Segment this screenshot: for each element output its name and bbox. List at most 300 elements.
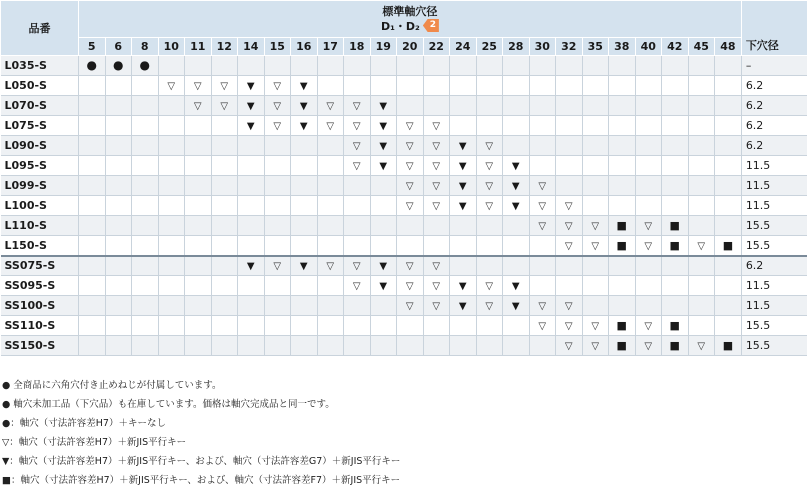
bore-cell (582, 136, 609, 156)
bore-cell (185, 256, 212, 276)
bore-cell (609, 176, 636, 196)
bore-cell (609, 76, 636, 96)
bore-cell (635, 316, 662, 336)
bore-cell (397, 216, 424, 236)
bore-size-header: 18 (344, 38, 371, 56)
bore-cell (476, 236, 503, 256)
bore-cell (344, 316, 371, 336)
bore-cell (185, 56, 212, 76)
bore-cell (635, 116, 662, 136)
bore-cell (688, 316, 715, 336)
bore-cell (476, 136, 503, 156)
bore-cell (476, 156, 503, 176)
open-triangle-icon: ▽ (564, 341, 573, 352)
pilot-hole-cell: 11.5 (741, 276, 807, 296)
bore-cell (291, 176, 318, 196)
bore-cell (264, 336, 291, 356)
bore-cell (423, 316, 450, 336)
pilot-hole-cell: 6.2 (741, 76, 807, 96)
model-cell: L110-S (1, 216, 79, 236)
pilot-hole-cell: 11.5 (741, 296, 807, 316)
open-triangle-icon: ▽ (564, 240, 573, 252)
bore-cell (238, 276, 265, 296)
bore-subheader (79, 19, 741, 34)
open-triangle-icon: ▽ (432, 281, 441, 292)
filled-square-icon: ■ (722, 238, 734, 252)
bore-cell (344, 96, 371, 116)
bore-cell (211, 196, 238, 216)
bore-cell (158, 236, 185, 256)
open-triangle-icon: ▽ (405, 301, 414, 312)
bore-cell (158, 336, 185, 356)
pilot-hole-cell: 15.5 (741, 236, 807, 256)
filled-triangle-icon: ▼ (379, 121, 388, 132)
bore-cell (582, 336, 609, 356)
open-triangle-icon: ▽ (697, 341, 706, 352)
bore-cell (158, 296, 185, 316)
bore-cell (79, 276, 106, 296)
bore-cell (635, 156, 662, 176)
bore-cell (503, 56, 530, 76)
bore-cell (423, 276, 450, 296)
bore-cell (238, 56, 265, 76)
bore-cell (79, 136, 106, 156)
bore-cell (264, 316, 291, 336)
bore-cell (79, 116, 106, 136)
bore-cell (662, 76, 689, 96)
bore-cell (132, 156, 159, 176)
bore-cell (476, 96, 503, 116)
bore-cell (635, 236, 662, 256)
filled-triangle-icon: ▼ (458, 141, 467, 152)
bore-cell (556, 56, 583, 76)
bore-cell (662, 316, 689, 336)
model-cell: SS150-S (1, 336, 79, 356)
bore-cell (529, 76, 556, 96)
model-cell: L035-S (1, 56, 79, 76)
table-row (1, 256, 807, 276)
bore-cell (317, 316, 344, 336)
note-line: ▼：軸穴（寸法許容差H7）＋新JIS平行キー、および、軸穴（寸法許容差G7）＋新JIS平行キー (2, 456, 401, 467)
bore-cell (238, 176, 265, 196)
bore-cell (105, 156, 132, 176)
open-triangle-icon: ▽ (273, 261, 282, 273)
bore-cell (423, 336, 450, 356)
bore-cell (662, 336, 689, 356)
bore-cell (503, 316, 530, 336)
bore-cell (635, 256, 662, 276)
bore-cell (476, 256, 503, 276)
bore-cell (529, 236, 556, 256)
bore-cell (397, 276, 424, 296)
bore-size-header: 6 (105, 38, 132, 56)
table-row (1, 116, 807, 136)
table-row (1, 296, 807, 316)
bore-cell (556, 216, 583, 236)
bore-cell (238, 236, 265, 256)
bore-cell (291, 76, 318, 96)
bore-cell (185, 176, 212, 196)
bore-cell (609, 336, 636, 356)
filled-triangle-icon: ▼ (458, 281, 467, 292)
bore-cell (582, 96, 609, 116)
bore-cell (450, 236, 477, 256)
bore-cell (609, 296, 636, 316)
bore-cell (317, 236, 344, 256)
open-triangle-icon: ▽ (405, 261, 414, 273)
bore-cell (105, 236, 132, 256)
open-triangle-icon: ▽ (220, 101, 229, 112)
bore-cell (397, 296, 424, 316)
open-triangle-icon: ▽ (432, 121, 441, 132)
bore-cell (609, 276, 636, 296)
bore-cell (238, 256, 265, 276)
bore-cell (370, 136, 397, 156)
model-header: 品番 (1, 1, 79, 56)
pilot-hole-cell: 15.5 (741, 316, 807, 336)
bore-cell (317, 276, 344, 296)
bore-cell (688, 76, 715, 96)
bore-cell (370, 96, 397, 116)
bore-cell (423, 196, 450, 216)
bore-cell (715, 196, 742, 216)
bore-cell (185, 236, 212, 256)
bore-cell (688, 296, 715, 316)
spec-table-body (1, 56, 807, 356)
bore-cell (609, 156, 636, 176)
bore-cell (715, 116, 742, 136)
bore-cell (291, 156, 318, 176)
bore-cell (317, 56, 344, 76)
bore-cell (397, 56, 424, 76)
filled-circle-icon: ● (113, 58, 124, 72)
bore-cell (609, 116, 636, 136)
bore-cell (715, 76, 742, 96)
bore-cell (635, 216, 662, 236)
bore-cell (450, 176, 477, 196)
open-triangle-icon: ▽ (538, 301, 547, 312)
bore-cell (688, 136, 715, 156)
bore-cell (476, 76, 503, 96)
bore-diameter-group-header (79, 1, 742, 38)
bore-cell (291, 56, 318, 76)
bore-cell (264, 116, 291, 136)
bore-cell (715, 296, 742, 316)
bore-cell (105, 176, 132, 196)
bore-cell (105, 196, 132, 216)
bore-cell (503, 256, 530, 276)
bore-cell (132, 276, 159, 296)
open-triangle-icon: ▽ (697, 240, 706, 252)
bore-cell (264, 216, 291, 236)
open-triangle-icon: ▽ (352, 101, 361, 112)
pilot-hole-cell: 15.5 (741, 216, 807, 236)
bore-cell (503, 76, 530, 96)
bore-cell (529, 196, 556, 216)
bore-cell (662, 296, 689, 316)
bore-cell (370, 316, 397, 336)
bore-cell (715, 336, 742, 356)
bore-cell (317, 156, 344, 176)
model-cell: L075-S (1, 116, 79, 136)
bore-cell (158, 256, 185, 276)
bore-cell (503, 176, 530, 196)
filled-triangle-icon: ▼ (511, 181, 520, 192)
bore-size-header: 14 (238, 38, 265, 56)
bore-size-header: 35 (582, 38, 609, 56)
bore-cell (582, 156, 609, 176)
bore-cell (79, 256, 106, 276)
bore-cell (476, 116, 503, 136)
filled-triangle-icon: ▼ (379, 141, 388, 152)
bore-cell (688, 156, 715, 176)
filled-triangle-icon: ▼ (299, 101, 308, 112)
filled-triangle-icon: ▼ (379, 161, 388, 172)
bore-cell (105, 336, 132, 356)
table-row (1, 96, 807, 116)
open-triangle-icon: ▽ (273, 101, 282, 112)
bore-cell (79, 156, 106, 176)
bore-cell (185, 96, 212, 116)
bore-cell (397, 256, 424, 276)
bore-cell (450, 336, 477, 356)
bore-cell (79, 296, 106, 316)
bore-cell (291, 136, 318, 156)
bore-cell (211, 256, 238, 276)
filled-triangle-icon: ▼ (511, 281, 520, 292)
open-triangle-icon: ▽ (326, 121, 335, 132)
bore-cell (529, 136, 556, 156)
bore-cell (79, 196, 106, 216)
filled-triangle-icon: ▼ (379, 281, 388, 292)
bore-cell (238, 116, 265, 136)
open-triangle-icon: ▽ (538, 181, 547, 192)
bore-cell (317, 116, 344, 136)
bore-cell (582, 196, 609, 216)
bore-cell (105, 296, 132, 316)
filled-triangle-icon: ▼ (458, 201, 467, 212)
bore-cell (635, 336, 662, 356)
bore-cell (556, 116, 583, 136)
filled-triangle-icon: ▼ (379, 261, 388, 273)
table-row (1, 316, 807, 336)
bore-cell (662, 156, 689, 176)
bore-cell (370, 56, 397, 76)
bore-size-header: 10 (158, 38, 185, 56)
bore-cell (264, 276, 291, 296)
note-badge (423, 19, 439, 32)
bore-cell (635, 296, 662, 316)
bore-cell (211, 116, 238, 136)
table-row (1, 236, 807, 256)
bore-cell (317, 296, 344, 316)
bore-cell (158, 216, 185, 236)
bore-size-header: 19 (370, 38, 397, 56)
bore-cell (582, 296, 609, 316)
bore-cell (105, 136, 132, 156)
note-line: ●：軸穴（寸法許容差H7）＋キーなし (2, 418, 166, 429)
bore-cell (211, 296, 238, 316)
filled-triangle-icon: ▼ (511, 201, 520, 212)
bore-cell (185, 116, 212, 136)
bore-size-header: 22 (423, 38, 450, 56)
filled-triangle-icon: ▼ (511, 161, 520, 172)
bore-size-header: 28 (503, 38, 530, 56)
bore-cell (291, 216, 318, 236)
bore-cell (529, 256, 556, 276)
bore-cell (423, 96, 450, 116)
bore-cell (423, 256, 450, 276)
table-row (1, 336, 807, 356)
bore-cell (264, 76, 291, 96)
bore-cell (423, 116, 450, 136)
bore-cell (715, 56, 742, 76)
bore-cell (158, 76, 185, 96)
bore-cell (105, 96, 132, 116)
bore-cell (529, 296, 556, 316)
bore-cell (291, 196, 318, 216)
bore-cell (291, 276, 318, 296)
open-triangle-icon: ▽ (405, 201, 414, 212)
bore-size-header: 45 (688, 38, 715, 56)
bore-size-header: 12 (211, 38, 238, 56)
bore-size-header: 32 (556, 38, 583, 56)
open-triangle-icon: ▽ (352, 161, 361, 172)
bore-cell (291, 236, 318, 256)
open-triangle-icon: ▽ (538, 201, 547, 212)
bore-cell (132, 76, 159, 96)
bore-cell (556, 256, 583, 276)
bore-cell (291, 316, 318, 336)
bore-cell (662, 196, 689, 216)
bore-cell (79, 76, 106, 96)
bore-cell (662, 56, 689, 76)
open-triangle-icon: ▽ (405, 181, 414, 192)
d1-d2-label: D₁・D₂ (380, 20, 420, 33)
bore-cell (450, 116, 477, 136)
open-triangle-icon: ▽ (432, 161, 441, 172)
bore-cell (264, 96, 291, 116)
bore-cell (238, 336, 265, 356)
open-triangle-icon: ▽ (591, 321, 600, 332)
bore-cell (556, 236, 583, 256)
bore-cell (211, 236, 238, 256)
bore-size-header: 20 (397, 38, 424, 56)
bore-cell (132, 296, 159, 316)
bore-cell (132, 256, 159, 276)
model-cell: SS075-S (1, 256, 79, 276)
bore-cell (238, 156, 265, 176)
bore-cell (503, 296, 530, 316)
bore-cell (503, 116, 530, 136)
bore-cell (688, 276, 715, 296)
bore-cell (397, 196, 424, 216)
bore-cell (291, 116, 318, 136)
bore-cell (211, 316, 238, 336)
bore-size-header: 8 (132, 38, 159, 56)
bore-cell (662, 116, 689, 136)
filled-square-icon: ■ (616, 319, 627, 332)
bore-cell (264, 56, 291, 76)
bore-cell (715, 316, 742, 336)
bore-cell (450, 256, 477, 276)
filled-triangle-icon: ▼ (379, 101, 388, 112)
bore-cell (79, 96, 106, 116)
bore-cell (397, 176, 424, 196)
bore-cell (609, 316, 636, 336)
note-line: ● 軸穴未加工品（下穴品）も在庫しています。価格は軸穴完成品と同一です。 (2, 399, 335, 410)
bore-cell (556, 136, 583, 156)
bore-cell (662, 276, 689, 296)
model-cell: L099-S (1, 176, 79, 196)
bore-cell (450, 276, 477, 296)
bore-cell (79, 316, 106, 336)
open-triangle-icon: ▽ (591, 240, 600, 252)
open-triangle-icon: ▽ (485, 281, 494, 292)
open-triangle-icon: ▽ (405, 141, 414, 152)
bore-cell (556, 296, 583, 316)
filled-triangle-icon: ▼ (299, 121, 308, 132)
bore-cell (529, 156, 556, 176)
bore-cell (556, 196, 583, 216)
bore-cell (158, 136, 185, 156)
bore-cell (211, 216, 238, 236)
pilot-hole-cell: 6.2 (741, 116, 807, 136)
open-triangle-icon: ▽ (273, 121, 282, 132)
bore-cell (291, 256, 318, 276)
bore-cell (370, 296, 397, 316)
note-line: ● 全商品に六角穴付き止めねじが付属しています。 (2, 380, 222, 391)
bore-cell (688, 176, 715, 196)
model-cell: L070-S (1, 96, 79, 116)
bore-cell (609, 56, 636, 76)
bore-cell (211, 336, 238, 356)
bore-cell (158, 316, 185, 336)
open-triangle-icon: ▽ (193, 81, 202, 92)
filled-square-icon: ■ (616, 339, 627, 352)
bore-cell (556, 96, 583, 116)
bore-cell (79, 56, 106, 76)
bore-cell (635, 276, 662, 296)
bore-cell (370, 336, 397, 356)
bore-cell (662, 136, 689, 156)
bore-cell (238, 196, 265, 216)
bore-size-header: 40 (635, 38, 662, 56)
bore-cell (450, 156, 477, 176)
open-triangle-icon: ▽ (432, 301, 441, 312)
bore-cell (211, 156, 238, 176)
bore-cell (609, 196, 636, 216)
bore-cell (397, 136, 424, 156)
bore-cell (715, 216, 742, 236)
notes-section (0, 376, 807, 490)
model-cell: L090-S (1, 136, 79, 156)
bore-cell (158, 156, 185, 176)
bore-cell (397, 116, 424, 136)
bore-cell (132, 336, 159, 356)
filled-square-icon: ■ (722, 339, 734, 352)
bore-cell (450, 296, 477, 316)
bore-cell (476, 296, 503, 316)
pilot-hole-cell: 6.2 (741, 256, 807, 276)
bore-cell (715, 176, 742, 196)
bore-cell (344, 116, 371, 136)
open-triangle-icon: ▽ (352, 261, 361, 273)
bore-cell (264, 136, 291, 156)
bore-cell (264, 176, 291, 196)
open-triangle-icon: ▽ (538, 221, 547, 232)
pilot-hole-cell: 11.5 (741, 196, 807, 216)
